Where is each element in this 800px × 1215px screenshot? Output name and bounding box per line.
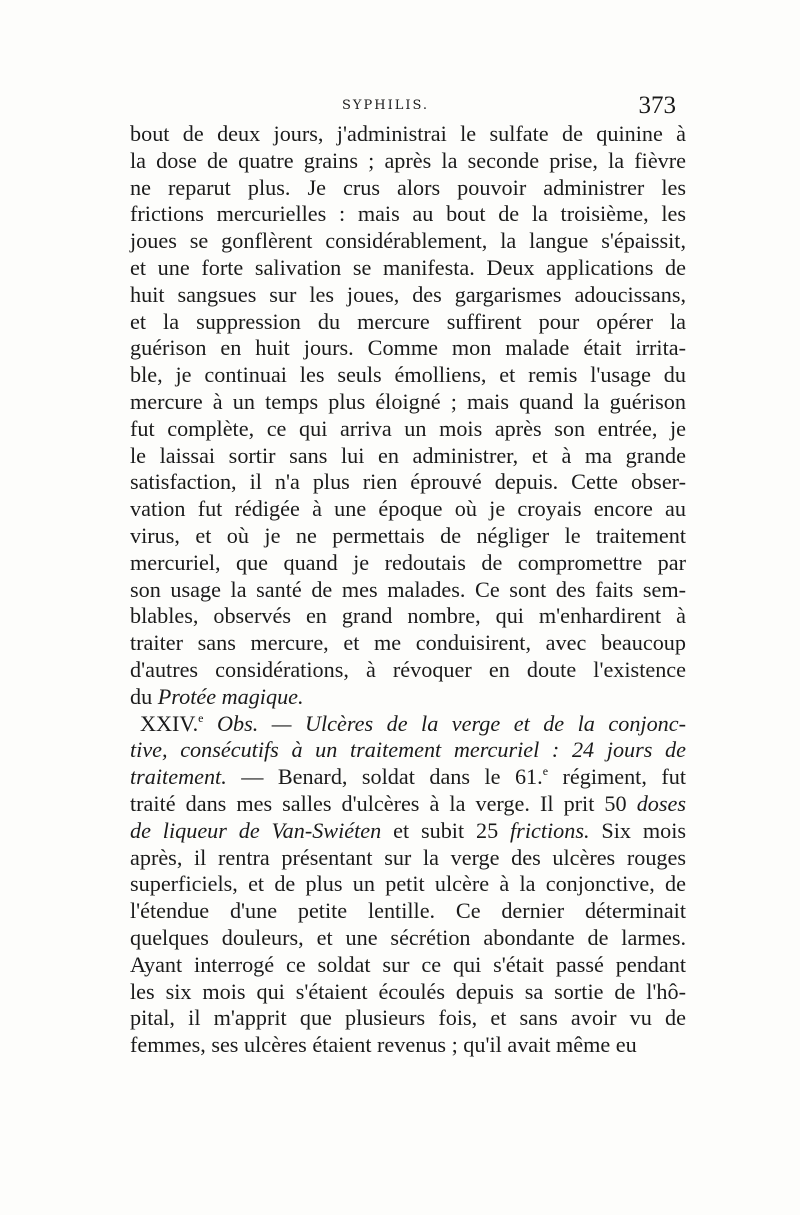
text-line (130, 845, 686, 872)
text-line (130, 550, 686, 577)
text-span: pital, il m'apprit que plusieurs fois, et sans avoir vu de (130, 1005, 686, 1031)
text-span: Six mois (589, 817, 686, 843)
text-span: traité dans mes salles d'ulcères à la verge. Il prit 50 (130, 790, 637, 816)
superscript: e (542, 764, 549, 779)
text-line (130, 818, 686, 845)
text-span: huit sangsues sur les joues, des gargarismes adoucissans, (130, 281, 686, 307)
text-line (130, 711, 686, 738)
text-span: d'autres considérations, à révoquer en doute l'existence (130, 656, 686, 682)
text-line (130, 416, 686, 443)
text-span: mercuriel, que quand je redoutais de compromettre par (130, 549, 686, 575)
text-span: régiment, fut (548, 764, 686, 790)
italic-span: doses (636, 790, 686, 816)
text-span: satisfaction, il n'a plus rien éprouvé depuis. Cette obser- (130, 469, 686, 495)
text-span: et subit 25 (381, 817, 511, 843)
text-line (130, 925, 686, 952)
text-line (130, 228, 686, 255)
text-line (130, 952, 686, 979)
text-line (130, 1032, 686, 1059)
text-span: vation fut rédigée à une époque où je croyais encore au (130, 496, 686, 522)
text-span: ble, je continuai les seuls émolliens, et remis l'usage du (130, 362, 686, 388)
text-line (130, 979, 686, 1006)
text-span: Ayant interrogé ce soldat sur ce qui s'était passé pendant (130, 951, 686, 977)
text-line (130, 577, 686, 604)
superscript: e (198, 710, 204, 725)
text-span: ne reparut plus. Je crus alors pouvoir administrer les (130, 174, 686, 200)
text-line (130, 362, 686, 389)
text-line (130, 523, 686, 550)
text-line (130, 898, 686, 925)
text-line (130, 871, 686, 898)
text-span: la dose de quatre grains ; après la seconde prise, la fièvre (130, 147, 686, 173)
text-line (130, 791, 686, 818)
text-line (130, 255, 686, 282)
italic-span: tive, consécutifs à un traitement mercuriel : 24 jours de (130, 737, 686, 763)
text-span: son usage la santé de mes malades. Ce sont des faits sem- (130, 576, 686, 602)
text-line (130, 684, 686, 711)
text-line (130, 335, 686, 362)
text-span: bout de deux jours, j'administrai le sulfate de quinine à (130, 121, 686, 146)
text-line (130, 148, 686, 175)
text-line (130, 309, 686, 336)
text-span: superficiels, et de plus un petit ulcère à la conjonctive, de (130, 871, 686, 897)
text-span: après, il rentra présentant sur la verge des ulcères rouges (130, 844, 686, 870)
running-title: SYPHILIS. (342, 98, 430, 113)
text-line (130, 175, 686, 202)
text-line (130, 630, 686, 657)
text-span: du (130, 683, 158, 709)
text-line (130, 469, 686, 496)
text-span: frictions mercurielles : mais au bout de la troisième, les (130, 201, 686, 227)
text-span: fut complète, ce qui arriva un mois après son entrée, je (130, 415, 686, 441)
text-span: guérison en huit jours. Comme mon malade était irrita- (130, 335, 686, 361)
text-span: et la suppression du mercure suffirent pour opérer la (130, 308, 686, 334)
running-head (130, 92, 690, 122)
text-line (130, 764, 686, 791)
text-line (130, 657, 686, 684)
text-line (130, 389, 686, 416)
body-text (130, 121, 686, 1059)
italic-span: de liqueur de Van-Swiéten (130, 817, 382, 843)
italic-span: traitement. (130, 764, 227, 790)
text-line (130, 443, 686, 470)
text-line (130, 201, 686, 228)
text-line (130, 1005, 686, 1032)
text-span: et une forte salivation se manifesta. Deux applications de (130, 254, 686, 280)
text-span: virus, et où je ne permettais de négliger le traitement (130, 522, 686, 548)
text-span (203, 711, 216, 736)
text-span: joues se gonflèrent considérablement, la langue s'épaissit, (130, 228, 686, 254)
text-span: le laissai sortir sans lui en administrer, et à ma grande (130, 442, 686, 468)
page-number: 373 (638, 92, 676, 119)
text-span: blables, observés en grand nombre, qui m'enhardirent à (130, 603, 686, 629)
text-line (130, 603, 686, 630)
text-span: l'étendue d'une petite lentille. Ce dernier déterminait (130, 898, 686, 924)
text-line (130, 282, 686, 309)
text-line (130, 496, 686, 523)
text-span: traiter sans mercure, et me conduisirent, avec beaucoup (130, 630, 686, 656)
text-line (130, 737, 686, 764)
italic-span: Obs. — Ulcères de la verge et de la conjonc- (216, 710, 687, 736)
text-span: mercure à un temps plus éloigné ; mais quand la guérison (130, 388, 686, 414)
text-span: — Benard, soldat dans le 61. (226, 764, 543, 790)
text-span: XXIV. (140, 710, 199, 736)
italic-span: Protée magique. (157, 683, 304, 709)
italic-span: frictions. (510, 817, 590, 843)
text-span: les six mois qui s'étaient écoulés depuis sa sortie de l'hô- (130, 978, 686, 1004)
text-line (130, 121, 686, 148)
text-span: femmes, ses ulcères étaient revenus ; qu'il avait même eu (130, 1032, 637, 1058)
text-span: quelques douleurs, et une sécrétion abondante de larmes. (130, 924, 686, 950)
